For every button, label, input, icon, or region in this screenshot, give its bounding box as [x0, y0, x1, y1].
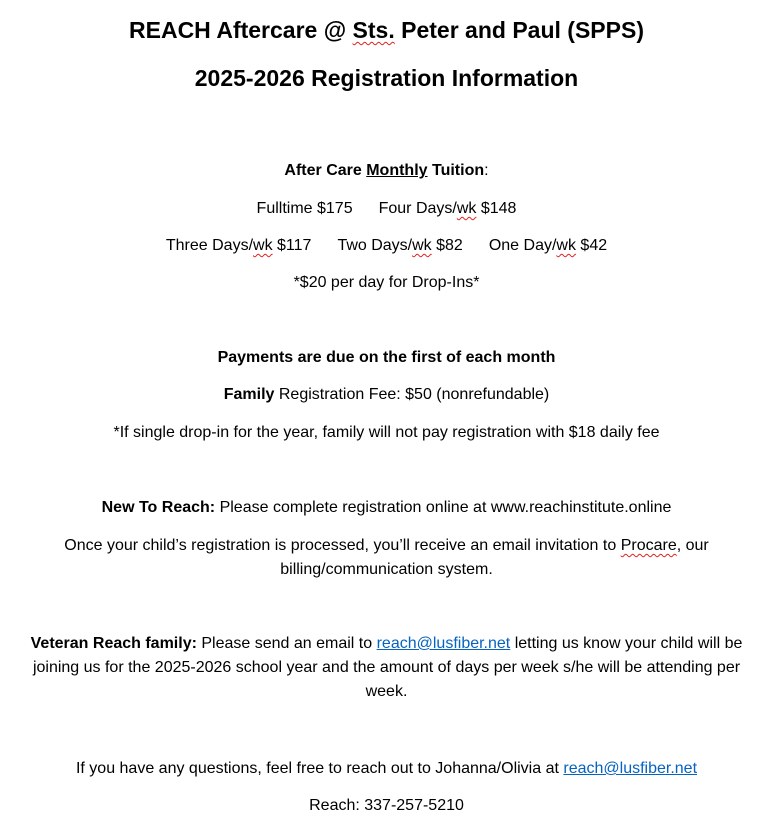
tuition-row-2: [0, 236, 773, 256]
tuition-row-1: [0, 199, 773, 219]
tuition-two-days: [337, 237, 462, 254]
new-to-reach: [0, 498, 773, 518]
contact-email-link[interactable]: reach@lusfiber.net: [563, 760, 698, 777]
tuition-four-days: [379, 200, 517, 217]
two-days-price: $82: [431, 237, 463, 254]
new-to-reach-text: Please complete registration online at www.reachinstitute.online: [215, 499, 672, 516]
procare-line: [0, 536, 773, 556]
tuition-three-days: [166, 237, 312, 254]
tuition-heading: [0, 161, 773, 181]
title-suffix: Peter and Paul (SPPS): [394, 17, 644, 43]
questions-text: If you have any questions, feel free to reach out to Johanna/Olivia at: [75, 760, 564, 777]
reach-phone: Reach: 337-257-5210: [309, 797, 464, 814]
title-sts: Sts.: [352, 17, 395, 43]
veteran-line-3: week.: [365, 683, 408, 700]
registration-fee: [0, 385, 773, 405]
questions-line: [0, 759, 773, 779]
procare-word: Procare: [620, 537, 677, 554]
two-days-pre: Two Days/: [337, 237, 413, 254]
four-days-wk: wk: [456, 200, 477, 217]
new-to-reach-label: New To Reach:: [101, 499, 216, 516]
single-dropin-note: *If single drop-in for the year, family will not pay registration with $18 daily fee: [113, 424, 660, 441]
tuition-heading-colon: :: [484, 162, 489, 179]
veteran-text-pre: Please send an email to: [196, 635, 377, 652]
veteran-label: Veteran Reach family:: [30, 635, 197, 652]
three-days-price: $117: [272, 237, 312, 254]
veteran-line-2: joining us for the 2025-2026 school year and the amount of days per week s/he will be attending per: [32, 659, 741, 676]
three-days-pre: Three Days/: [165, 237, 254, 254]
dropin-note: *$20 per day for Drop-Ins*: [293, 274, 480, 291]
tuition-heading-pre: After Care: [284, 162, 367, 179]
registration-fee-family: Family: [223, 386, 275, 403]
tuition-heading-monthly: Monthly: [366, 162, 428, 179]
veteran-line-1: [0, 634, 773, 654]
one-day-pre: One Day/: [488, 237, 557, 254]
registration-fee-text: Registration Fee: $50 (nonrefundable): [274, 386, 550, 403]
tuition-heading-post: Tuition: [427, 162, 485, 179]
veteran-email-link[interactable]: reach@lusfiber.net: [376, 635, 511, 652]
three-days-wk: wk: [253, 237, 273, 254]
page-title: [0, 16, 773, 44]
page-subtitle: 2025-2026 Registration Information: [194, 65, 579, 91]
two-days-wk: wk: [412, 237, 432, 254]
four-days-pre: Four Days/: [378, 200, 457, 217]
tuition-one-day: [489, 237, 607, 254]
veteran-text-post: letting us know your child will be: [510, 635, 743, 652]
procare-line-pre: Once your child’s registration is processed, you’ll receive an email invitation to: [64, 537, 621, 554]
procare-line-post: , our: [676, 537, 709, 554]
one-day-price: $42: [575, 237, 608, 254]
title-prefix: REACH Aftercare @: [129, 17, 353, 43]
payments-due: Payments are due on the first of each month: [217, 349, 556, 366]
billing-line: billing/communication system.: [280, 561, 493, 578]
tuition-fulltime: Fulltime $175: [256, 200, 353, 217]
four-days-price: $148: [476, 200, 517, 217]
one-day-wk: wk: [556, 237, 576, 254]
